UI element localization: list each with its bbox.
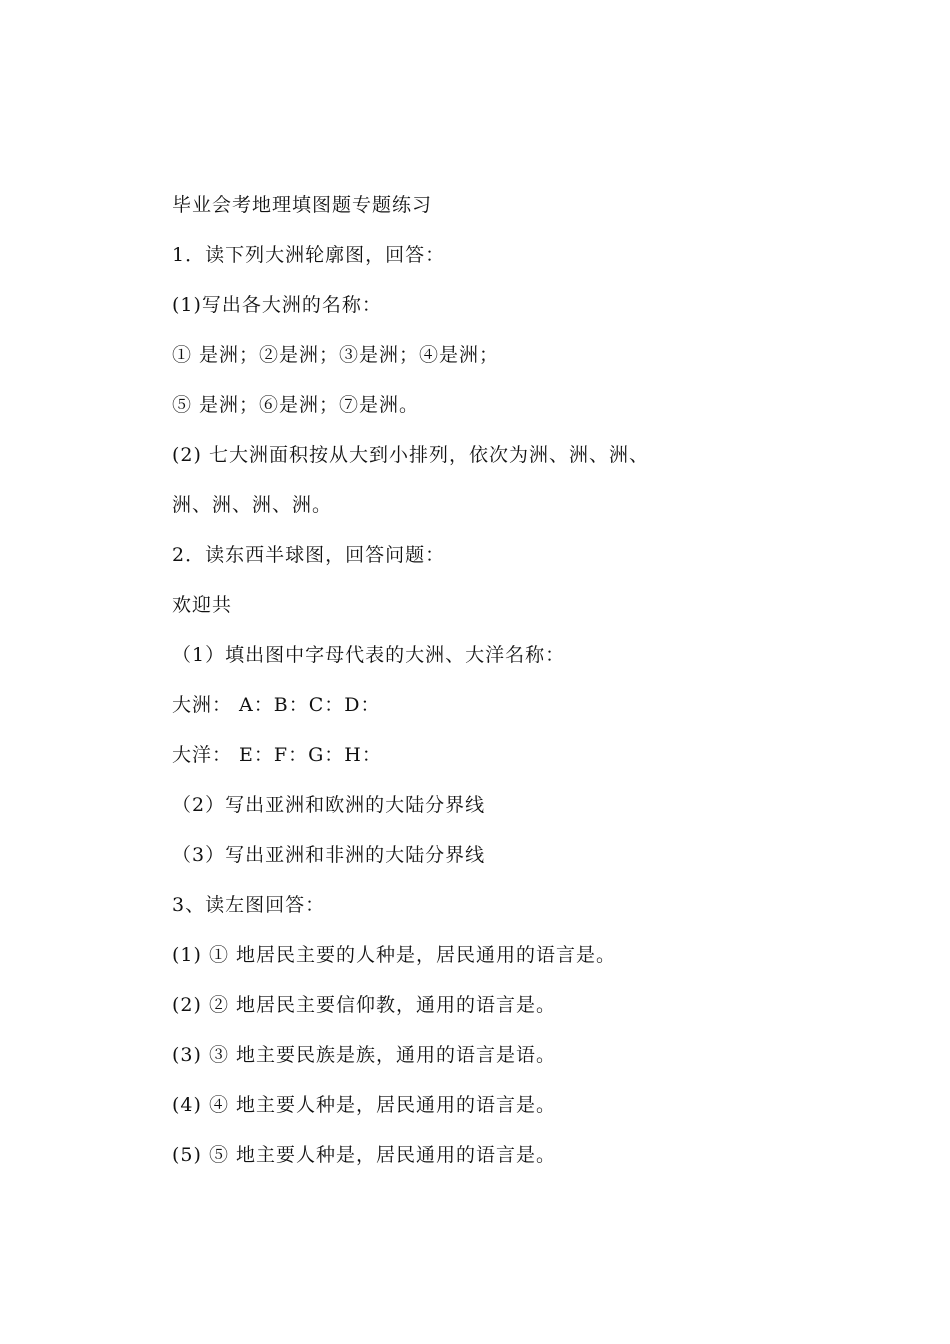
- watermark-fragment: 欢迎共: [172, 594, 233, 616]
- question-3-part-2: (2) ② 地居民主要信仰教，通用的语言是。: [172, 994, 556, 1016]
- question-1-part-1: (1)写出各大洲的名称：: [172, 294, 382, 316]
- question-2-continents: 大洲： A：B：C：D：: [172, 694, 381, 716]
- question-3-part-1: (1) ① 地居民主要的人种是，居民通用的语言是。: [172, 944, 616, 966]
- question-3-part-4: (4) ④ 地主要人种是，居民通用的语言是。: [172, 1094, 556, 1116]
- question-1-part-2: (2) 七大洲面积按从大到小排列，依次为洲、洲、洲、: [172, 444, 649, 466]
- question-1-heading: 1．读下列大洲轮廓图，回答：: [172, 244, 446, 266]
- question-2-part-2: （2）写出亚洲和欧洲的大陆分界线: [172, 794, 486, 816]
- question-1-continents-row-1: ① 是洲；②是洲；③是洲；④是洲；: [172, 344, 500, 366]
- document-title: 毕业会考地理填图题专题练习: [172, 194, 433, 216]
- question-2-heading: 2．读东西半球图，回答问题：: [172, 544, 446, 566]
- question-3-part-5: (5) ⑤ 地主要人种是，居民通用的语言是。: [172, 1144, 556, 1166]
- question-3-part-3: (3) ③ 地主要民族是族，通用的语言是语。: [172, 1044, 556, 1066]
- question-2-part-1: （1）填出图中字母代表的大洲、大洋名称：: [172, 644, 566, 666]
- question-2-oceans: 大洋： E：F：G：H：: [172, 744, 382, 766]
- question-1-part-2-continued: 洲、洲、洲、洲。: [172, 494, 333, 516]
- question-3-heading: 3、读左图回答：: [172, 894, 326, 916]
- question-2-part-3: （3）写出亚洲和非洲的大陆分界线: [172, 844, 486, 866]
- question-1-continents-row-2: ⑤ 是洲；⑥是洲；⑦是洲。: [172, 394, 420, 416]
